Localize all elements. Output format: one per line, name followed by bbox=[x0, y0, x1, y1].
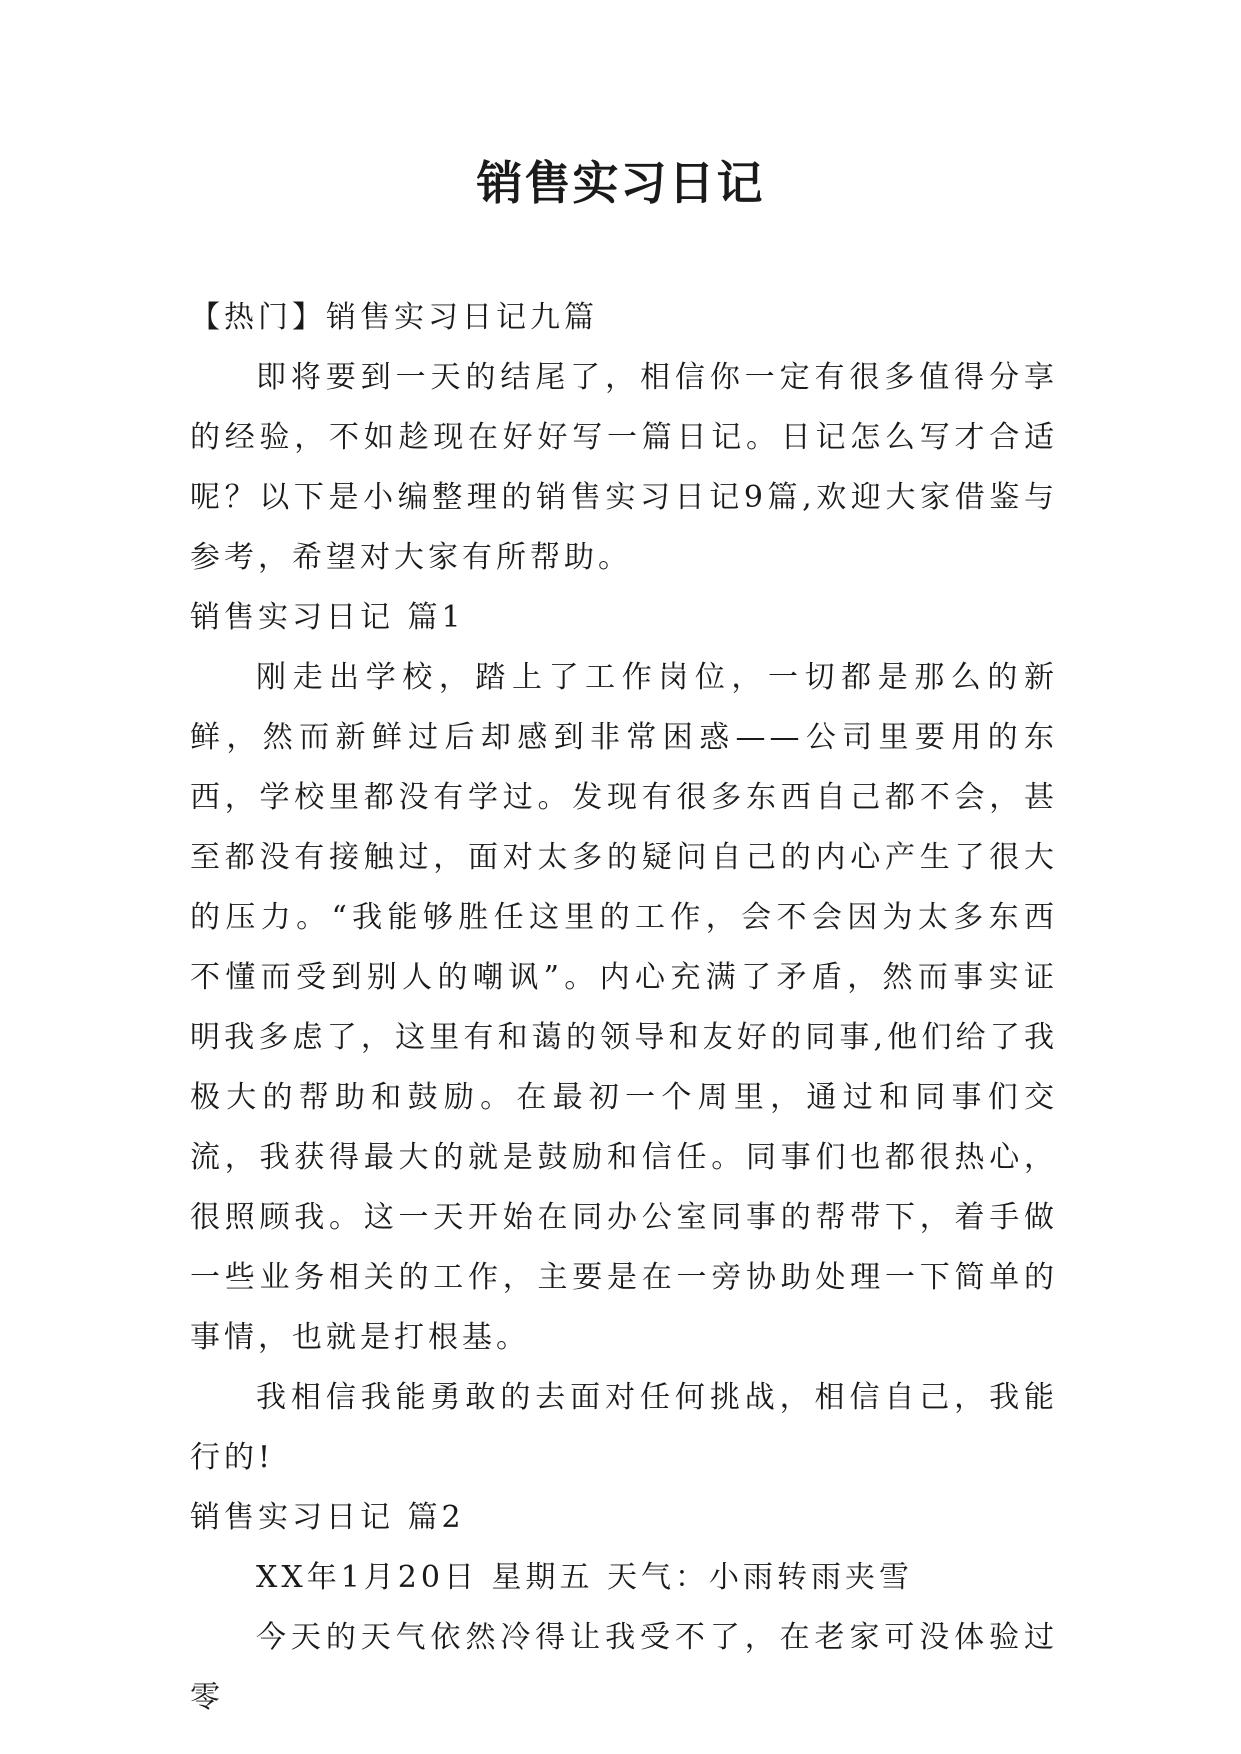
section-2-heading: 销售实习日记 篇2 bbox=[190, 1500, 465, 1535]
document-subtitle: 【热门】销售实习日记九篇 bbox=[190, 300, 598, 335]
intro-paragraph: 即将要到一天的结尾了，相信你一定有很多值得分享的经验，不如趁现在好好写一篇日记。日记怎么写才合适呢？以下是小编整理的销售实习日记9篇,欢迎大家借鉴与参考，希望对大家有所帮助。 bbox=[190, 360, 1058, 575]
document-body bbox=[190, 288, 1058, 1728]
section-2-paragraph-1: 今天的天气依然冷得让我受不了，在老家可没体验过零 bbox=[190, 1620, 1058, 1715]
section-1-paragraph-2: 我相信我能勇敢的去面对任何挑战，相信自己，我能行的! bbox=[190, 1380, 1058, 1475]
document-title: 销售实习日记 bbox=[476, 156, 765, 210]
section-1-heading: 销售实习日记 篇1 bbox=[190, 600, 465, 635]
section-2-date-line: XX年1月20日 星期五 天气：小雨转雨夹雪 bbox=[256, 1560, 914, 1595]
section-1-paragraph-1: 刚走出学校，踏上了工作岗位，一切都是那么的新鲜，然而新鲜过后却感到非常困惑——公司里要用的东西，学校里都没有学过。发现有很多东西自己都不会，甚至都没有接触过，面对太多的疑问自己的内心产生了很大的压力。“我能够胜任这里的工作，会不会因为太多东西不懂而受到别人的嘲讽”。内心充满了矛盾，然而事实证明我多虑了，这里有和蔼的领导和友好的同事,他们给了我极大的帮助和鼓励。在最初一个周里，通过和同事们交流，我获得最大的就是鼓励和信任。同事们也都很热心，很照顾我。这一天开始在同办公室同事的帮带下，着手做一些业务相关的工作，主要是在一旁协助处理一下简单的事情，也就是打根基。 bbox=[190, 660, 1058, 1355]
